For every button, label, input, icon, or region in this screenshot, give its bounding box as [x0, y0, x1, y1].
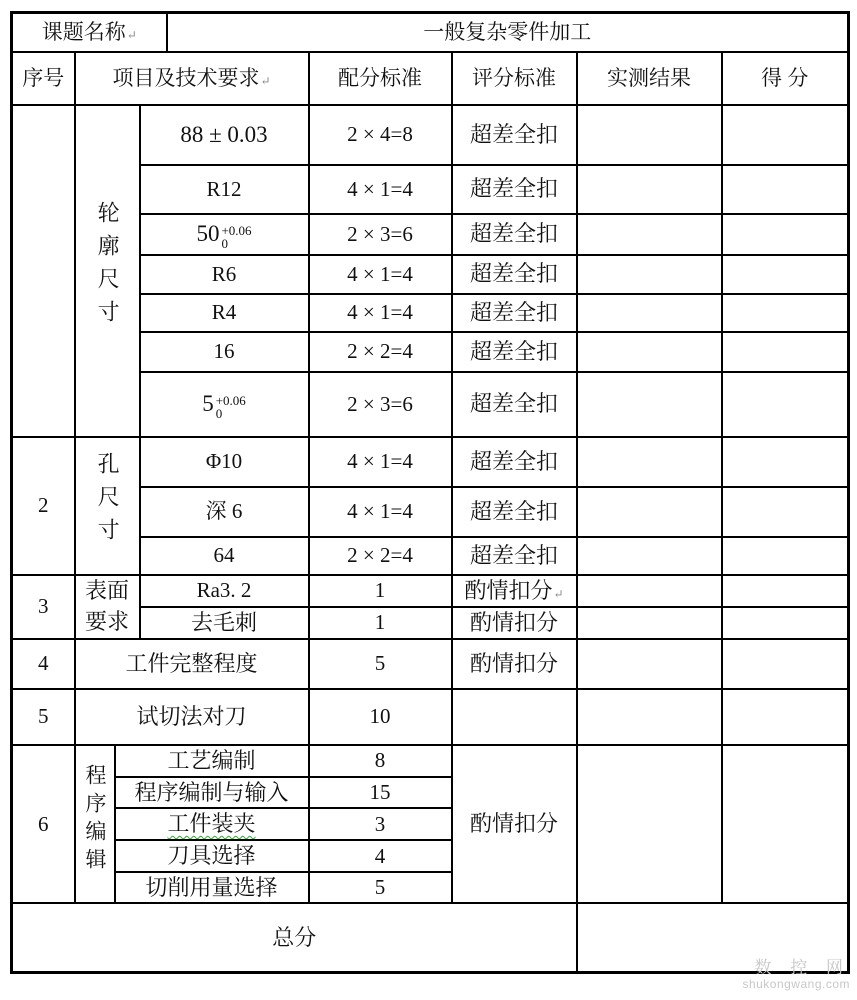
section1-number-cell — [12, 105, 75, 437]
item-cell: 试切法对刀 — [75, 689, 309, 745]
spec-cell: R4 — [140, 294, 309, 332]
section1-category: 轮廓尺寸 — [95, 200, 121, 333]
score-cell — [722, 332, 849, 372]
measured-cell — [577, 639, 722, 689]
section6-number-cell: 6 — [12, 745, 75, 904]
allocation-cell: 1 — [309, 575, 452, 607]
score-cell — [722, 372, 849, 437]
spec-cell: 刀具选择 — [115, 840, 309, 872]
paragraph-mark: ↵ — [126, 28, 137, 43]
measured-cell — [577, 105, 722, 165]
measured-cell — [577, 214, 722, 255]
spec-cell: 16 — [140, 332, 309, 372]
spec-cell: R6 — [140, 255, 309, 294]
spec-cell: Ra3. 2 — [140, 575, 309, 607]
tolerance-stack — [216, 394, 246, 421]
header-allocation: 配分标准 — [309, 52, 452, 105]
allocation-cell: 4 × 1=4 — [309, 255, 452, 294]
criteria-cell: 超差全扣 — [452, 437, 577, 487]
spec-cell — [115, 808, 309, 840]
allocation-cell: 5 — [309, 639, 452, 689]
score-sheet — [10, 11, 850, 974]
paragraph-mark: ↵ — [553, 586, 564, 601]
criteria-cell: 超差全扣 — [452, 165, 577, 214]
measured-cell — [577, 575, 722, 607]
score-cell — [722, 537, 849, 575]
section1-category-cell — [75, 105, 140, 437]
allocation-cell: 2 × 3=6 — [309, 214, 452, 255]
spec-cell-toleranced — [140, 214, 309, 255]
allocation-cell: 4 × 1=4 — [309, 294, 452, 332]
allocation-cell: 4 × 1=4 — [309, 487, 452, 537]
section3-number-cell: 3 — [12, 575, 75, 639]
spec-base: 50 — [196, 221, 220, 247]
measured-cell — [577, 255, 722, 294]
table-row — [12, 437, 849, 487]
table-row — [12, 689, 849, 745]
criteria-cell: 超差全扣 — [452, 332, 577, 372]
header-row — [12, 52, 849, 105]
measured-cell — [577, 437, 722, 487]
spec-cell: 程序编制与输入 — [115, 777, 309, 809]
section4-number-cell: 4 — [12, 639, 75, 689]
criteria-cell: 超差全扣 — [452, 372, 577, 437]
score-cell — [722, 575, 849, 607]
table-row — [12, 745, 849, 777]
tolerance-upper: +0.06 — [215, 392, 246, 408]
allocation-cell: 2 × 3=6 — [309, 372, 452, 437]
total-label-cell: 总分 — [12, 903, 577, 972]
measured-cell — [577, 537, 722, 575]
criteria-cell: 超差全扣 — [452, 255, 577, 294]
header-criteria: 评分标准 — [452, 52, 577, 105]
tolerance-stack — [221, 224, 251, 251]
allocation-cell: 2 × 2=4 — [309, 537, 452, 575]
allocation-cell: 2 × 4=8 — [309, 105, 452, 165]
spec-cell: 去毛刺 — [140, 607, 309, 639]
score-cell — [722, 255, 849, 294]
watermark-site-url: shukongwang.com — [742, 976, 850, 991]
allocation-cell: 4 × 1=4 — [309, 437, 452, 487]
table-row — [12, 575, 849, 607]
score-cell — [722, 639, 849, 689]
criteria-cell: 超差全扣 — [452, 214, 577, 255]
score-table — [10, 11, 850, 974]
measured-cell — [577, 607, 722, 639]
spec-text-spellcheck: 工件装夹 — [167, 811, 256, 837]
measured-cell — [577, 165, 722, 214]
allocation-cell: 4 — [309, 840, 452, 872]
watermark-site-name: 数 控 网 — [754, 958, 850, 977]
table-row — [12, 639, 849, 689]
allocation-cell: 8 — [309, 745, 452, 777]
header-no: 序号 — [12, 52, 75, 105]
criteria-cell: 超差全扣 — [452, 537, 577, 575]
title-label: 课题名称 — [41, 20, 126, 45]
criteria-cell: 酌情扣分↵ — [452, 575, 577, 607]
criteria-cell: 酌情扣分 — [452, 639, 577, 689]
section3-category: 表面要求 — [84, 577, 129, 634]
section5-number-cell: 5 — [12, 689, 75, 745]
section2-category: 孔尺寸 — [95, 452, 121, 552]
watermark — [742, 959, 850, 991]
criteria-cell: 超差全扣 — [452, 487, 577, 537]
spec-cell-toleranced — [140, 372, 309, 437]
section2-number-cell: 2 — [12, 437, 75, 575]
paragraph-mark: ↵ — [260, 73, 271, 88]
spec-cell: 深 6 — [140, 487, 309, 537]
title-label-cell — [12, 13, 167, 52]
allocation-cell: 15 — [309, 777, 452, 809]
measured-cell — [577, 332, 722, 372]
section6-category-cell — [75, 745, 115, 904]
allocation-cell: 10 — [309, 689, 452, 745]
item-cell: 工件完整程度 — [75, 639, 309, 689]
header-measured: 实测结果 — [577, 52, 722, 105]
score-cell — [722, 437, 849, 487]
tolerance-lower: 0 — [221, 236, 228, 252]
score-cell — [722, 607, 849, 639]
tolerance-upper: +0.06 — [221, 222, 252, 238]
measured-cell — [577, 745, 722, 904]
spec-cell: 切削用量选择 — [115, 872, 309, 904]
criteria-cell: 超差全扣 — [452, 105, 577, 165]
tolerance-lower: 0 — [215, 406, 223, 422]
allocation-cell: 5 — [309, 872, 452, 904]
score-cell — [722, 214, 849, 255]
allocation-cell: 4 × 1=4 — [309, 165, 452, 214]
header-score: 得 分 — [722, 52, 849, 105]
title-row — [12, 13, 849, 52]
criteria-cell: 酌情扣分 — [452, 745, 577, 904]
score-cell — [722, 105, 849, 165]
measured-cell — [577, 689, 722, 745]
spec-base: 5 — [202, 391, 214, 417]
section6-category: 程序编辑 — [83, 764, 108, 877]
section3-category-cell — [75, 575, 140, 639]
score-cell — [722, 487, 849, 537]
criteria-cell: 超差全扣 — [452, 294, 577, 332]
title-value-cell: 一般复杂零件加工 — [167, 13, 849, 52]
table-row — [12, 105, 849, 165]
spec-cell: 88 ± 0.03 — [140, 105, 309, 165]
spec-cell: Φ10 — [140, 437, 309, 487]
score-cell — [722, 294, 849, 332]
criteria-cell — [452, 689, 577, 745]
allocation-cell: 1 — [309, 607, 452, 639]
score-cell — [722, 689, 849, 745]
allocation-cell: 3 — [309, 808, 452, 840]
score-cell — [722, 745, 849, 904]
measured-cell — [577, 294, 722, 332]
measured-cell — [577, 372, 722, 437]
spec-cell: 工艺编制 — [115, 745, 309, 777]
header-item: 项目及技术要求↵ — [75, 52, 309, 105]
criteria-cell: 酌情扣分 — [452, 607, 577, 639]
allocation-cell: 2 × 2=4 — [309, 332, 452, 372]
total-row — [12, 903, 849, 972]
measured-cell — [577, 487, 722, 537]
spec-cell: 64 — [140, 537, 309, 575]
section2-category-cell — [75, 437, 140, 575]
score-cell — [722, 165, 849, 214]
spec-cell: R12 — [140, 165, 309, 214]
